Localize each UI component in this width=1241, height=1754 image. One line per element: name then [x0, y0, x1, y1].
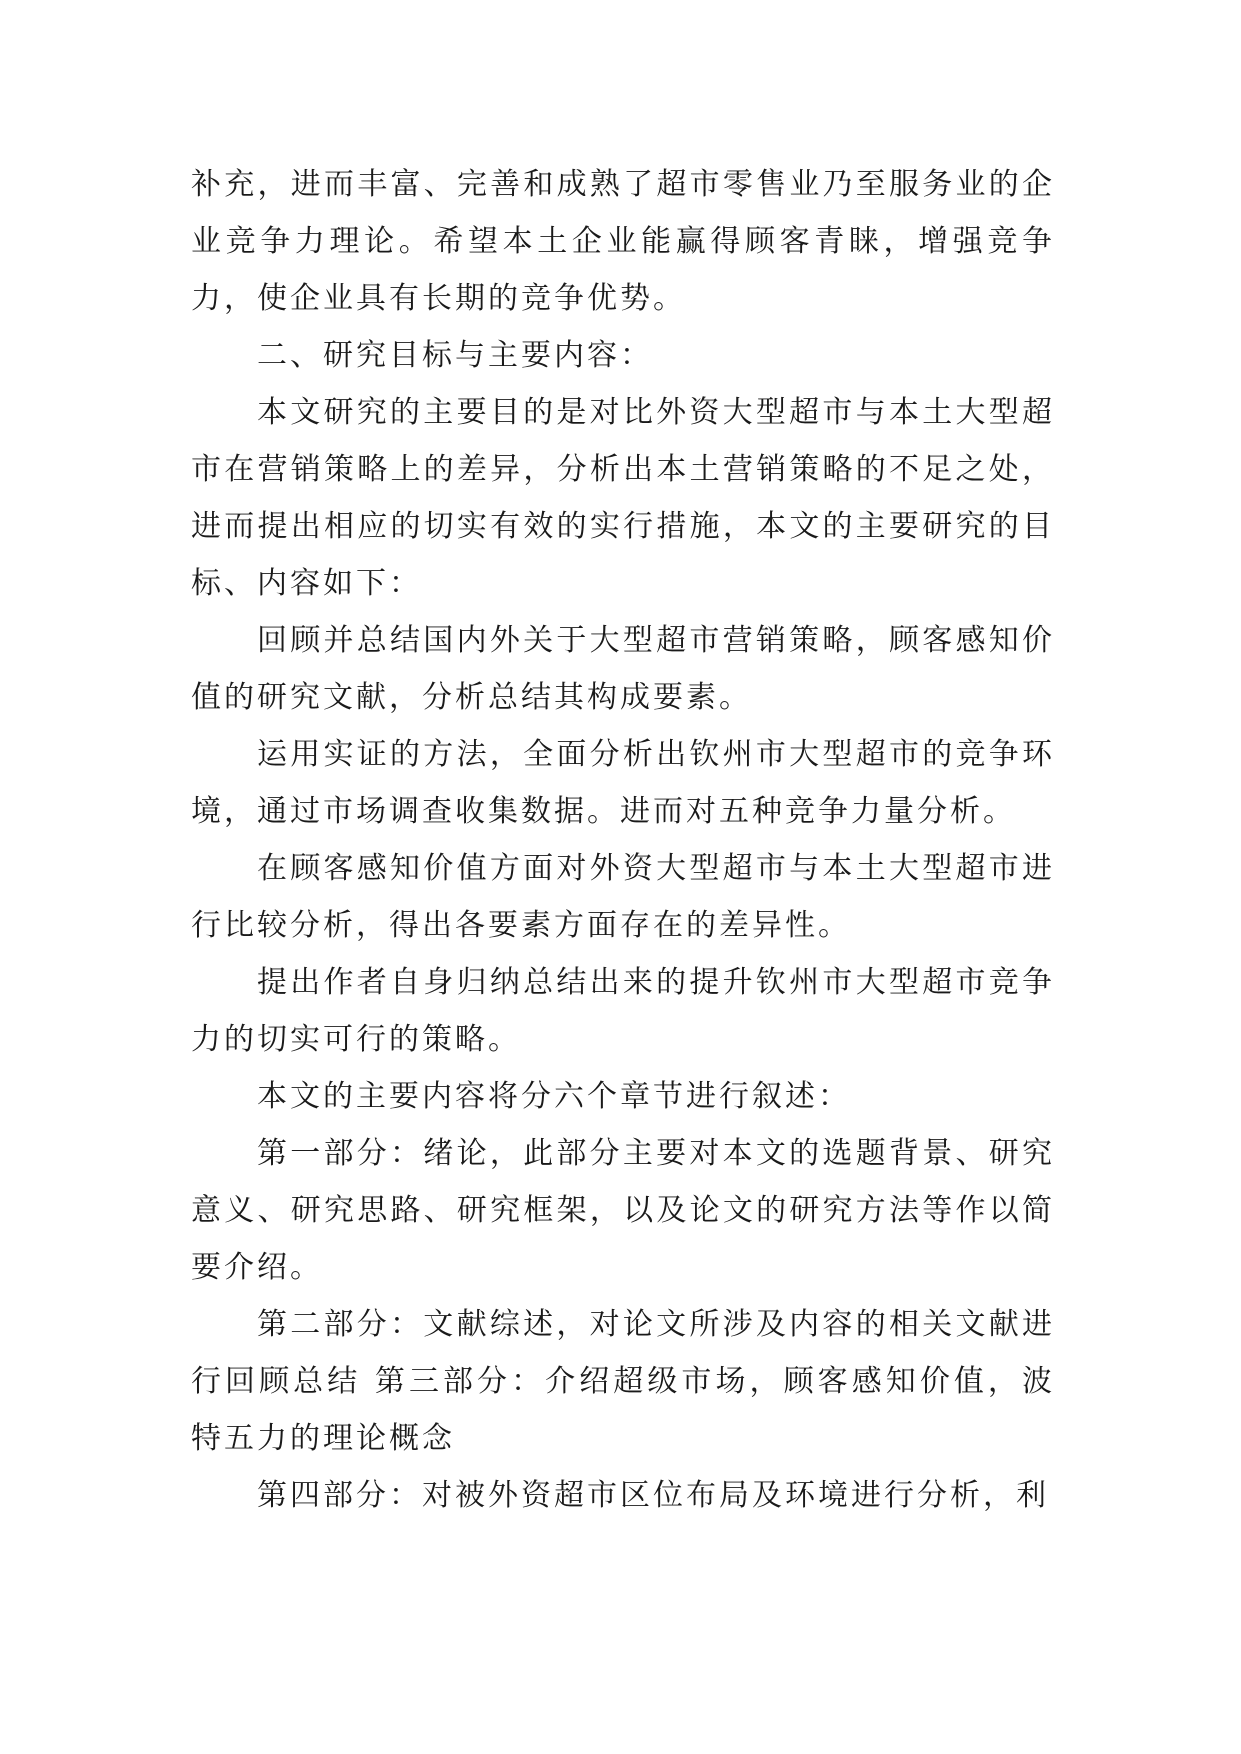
document-body	[191, 156, 1055, 1524]
paragraph-chapters-intro: 本文的主要内容将分六个章节进行叙述：	[257, 1079, 851, 1114]
paragraph-goal-1: 回顾并总结国内外关于大型超市营销策略，顾客感知价值的研究文献，分析总结其构成要素。	[191, 623, 1055, 715]
paragraph-goal-2: 运用实证的方法，全面分析出钦州市大型超市的竞争环境，通过市场调查收集数据。进而对五种竞争力量分析。	[191, 737, 1055, 829]
paragraph-part-2-3: 第二部分：文献综述，对论文所涉及内容的相关文献进行回顾总结 第三部分：介绍超级市场，顾客感知价值，波特五力的理论概念	[191, 1307, 1055, 1456]
paragraph-continuation: 补充，进而丰富、完善和成熟了超市零售业乃至服务业的企业竞争力理论。希望本土企业能赢得顾客青睐，增强竞争力，使企业具有长期的竞争优势。	[191, 167, 1055, 316]
paragraph-part-4: 第四部分：对被外资超市区位布局及环境进行分析，利	[257, 1478, 1049, 1513]
paragraph-research-purpose: 本文研究的主要目的是对比外资大型超市与本土大型超市在营销策略上的差异，分析出本土营销策略的不足之处，进而提出相应的切实有效的实行措施，本文的主要研究的目标、内容如下：	[191, 395, 1055, 601]
paragraph-goal-3: 在顾客感知价值方面对外资大型超市与本土大型超市进行比较分析，得出各要素方面存在的差异性。	[191, 851, 1055, 943]
section-heading: 二、研究目标与主要内容：	[257, 338, 653, 373]
paragraph-part-1: 第一部分：绪论，此部分主要对本文的选题背景、研究意义、研究思路、研究框架，以及论文的研究方法等作以简要介绍。	[191, 1136, 1055, 1285]
paragraph-goal-4: 提出作者自身归纳总结出来的提升钦州市大型超市竞争力的切实可行的策略。	[191, 965, 1055, 1057]
